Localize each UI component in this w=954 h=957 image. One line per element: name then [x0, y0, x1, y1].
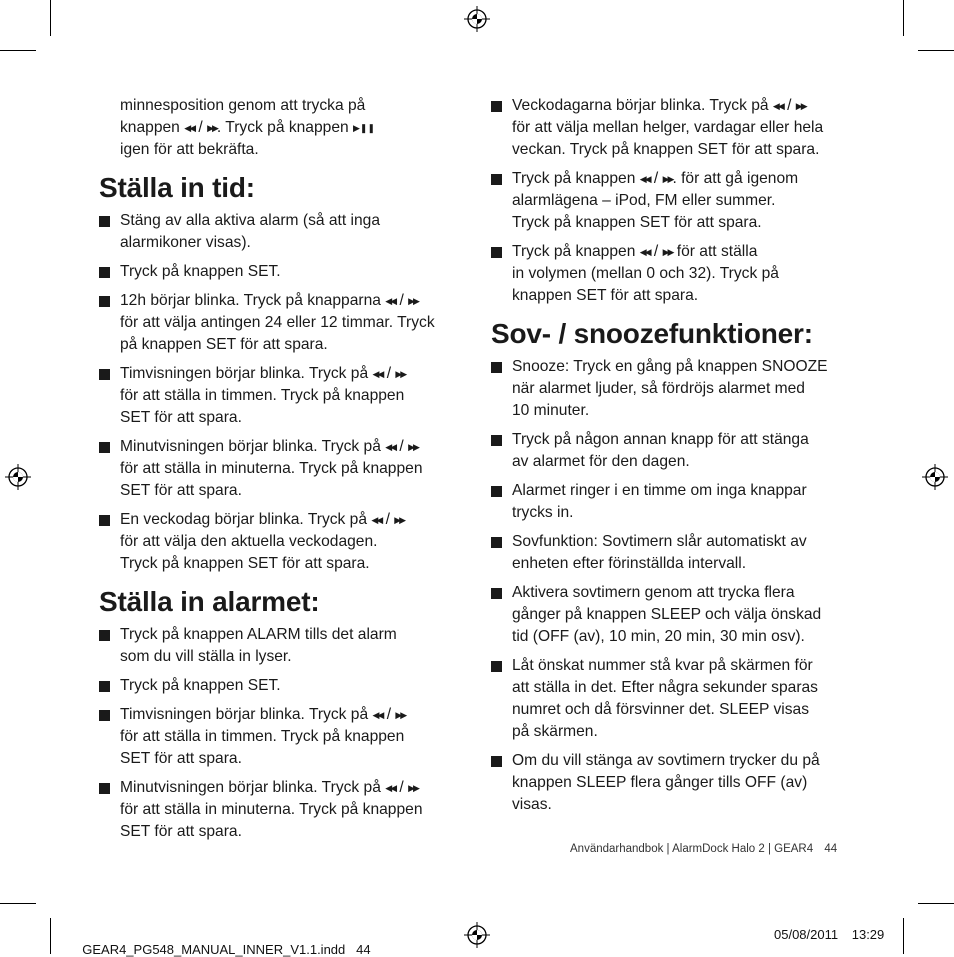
- slug-date: 05/08/2011: [774, 927, 839, 942]
- intro-line: igen för att bekräfta.: [120, 141, 259, 158]
- bullet-square: [491, 537, 502, 548]
- bullet-square: [99, 442, 110, 453]
- rewind-icon: ◀◀: [372, 369, 383, 379]
- item-text: Minutvisningen börjar blinka. Tryck på: [120, 779, 381, 796]
- page-footer: [570, 843, 837, 855]
- rewind-icon: ◀◀: [385, 442, 396, 452]
- rewind-icon: ◀◀: [385, 296, 396, 306]
- fast-forward-icon: ▶▶: [207, 123, 217, 133]
- bullet-square: [491, 435, 502, 446]
- list-item: [99, 509, 469, 575]
- bullet-square: [99, 681, 110, 692]
- item-text: alarmikoner visas).: [120, 234, 251, 251]
- registration-mark-icon: [4, 463, 32, 491]
- item-text: Tryck på knappen SET.: [120, 263, 281, 280]
- item-text: Om du vill stänga av sovtimern trycker du på: [512, 752, 820, 769]
- item-text: för att välja den aktuella veckodagen.: [120, 533, 378, 550]
- crop-mark-top-left: [50, 0, 51, 36]
- item-text: Timvisningen börjar blinka. Tryck på: [120, 706, 369, 723]
- bullet-square: [491, 661, 502, 672]
- fast-forward-icon: ▶▶: [662, 247, 673, 257]
- item-text: för att ställa in timmen. Tryck på knappen: [120, 387, 405, 404]
- item-text: Tryck på knappen SET för att spara.: [512, 214, 762, 231]
- section-heading-set-time: Ställa in tid:: [99, 172, 255, 203]
- item-text: . för att gå igenom: [672, 170, 799, 187]
- section-heading-snooze: Sov- / snoozefunktioner:: [491, 318, 813, 349]
- item-text: alarmlägena – iPod, FM eller summer.: [512, 192, 776, 209]
- fast-forward-icon: ▶▶: [395, 369, 406, 379]
- item-text: för att ställa: [672, 243, 758, 260]
- bullet-square: [99, 515, 110, 526]
- intro-paragraph: [99, 95, 469, 161]
- item-text: som du vill ställa in lyser.: [120, 648, 292, 665]
- item-text: Minutvisningen börjar blinka. Tryck på: [120, 438, 381, 455]
- fast-forward-icon: ▶▶: [395, 710, 406, 720]
- item-text: Snooze: Tryck en gång på knappen SNOOZE: [512, 358, 828, 375]
- list-item: [491, 531, 871, 575]
- print-slug-datetime: [774, 927, 884, 942]
- item-text: för att välja antingen 24 eller 12 timmar. Tryck: [120, 314, 435, 331]
- item-text: gånger på knappen SLEEP och välja önskad: [512, 606, 822, 623]
- rewind-icon: ◀◀: [772, 101, 783, 111]
- item-text: tid (OFF (av), 10 min, 20 min, 30 min osv).: [512, 628, 805, 645]
- item-text: trycks in.: [512, 504, 574, 521]
- list-item: [99, 624, 469, 668]
- item-text: Sovfunktion: Sovtimern slår automatiskt av: [512, 533, 807, 550]
- item-text: för att välja mellan helger, vardagar eller hela: [512, 119, 824, 136]
- bullet-square: [99, 296, 110, 307]
- slug-time: 13:29: [851, 927, 885, 942]
- rewind-icon: ◀◀: [639, 247, 650, 257]
- item-text: på knappen SET för att spara.: [120, 336, 328, 353]
- bullet-square: [491, 756, 502, 767]
- fast-forward-icon: ▶▶: [394, 515, 405, 525]
- list-item: [99, 704, 469, 770]
- item-text: Aktivera sovtimern genom att trycka flera: [512, 584, 795, 601]
- intro-line: knappen: [120, 119, 180, 136]
- list-item: [99, 210, 469, 254]
- right-column: [491, 95, 871, 823]
- item-text: Timvisningen börjar blinka. Tryck på: [120, 365, 369, 382]
- fast-forward-icon: ▶▶: [408, 296, 418, 306]
- crop-mark-bottom-left-h: [0, 903, 36, 904]
- rewind-icon: ◀◀: [184, 123, 195, 133]
- item-text: av alarmet för den dagen.: [512, 453, 690, 470]
- fast-forward-icon: ▶▶: [408, 442, 418, 452]
- fast-forward-icon: ▶▶: [795, 101, 806, 111]
- bullet-square: [491, 247, 502, 258]
- intro-slash: /: [198, 119, 203, 136]
- crop-mark-top-left-h: [0, 50, 36, 51]
- list-item: [99, 290, 469, 356]
- bullet-square: [99, 267, 110, 278]
- rewind-icon: ◀◀: [372, 710, 383, 720]
- item-slash: /: [653, 243, 659, 260]
- list-item: [99, 436, 469, 502]
- item-text: på skärmen.: [512, 723, 598, 740]
- item-text: för att ställa in minuterna. Tryck på knappen: [120, 801, 423, 818]
- list-item: [491, 480, 871, 524]
- play-pause-icon: ▶❚❚: [353, 123, 376, 133]
- item-slash: /: [399, 292, 404, 309]
- item-text: Tryck på knappen: [512, 170, 636, 187]
- rewind-icon: ◀◀: [639, 174, 650, 184]
- item-text: numret och då försvinner det. SLEEP visas: [512, 701, 810, 718]
- list-item: [99, 675, 469, 697]
- section-heading-set-alarm: Ställa in alarmet:: [99, 586, 320, 617]
- list-item: [491, 750, 871, 816]
- item-text: för att ställa in timmen. Tryck på knappen: [120, 728, 405, 745]
- crop-mark-bottom-right-h: [918, 903, 954, 904]
- item-text: Tryck på knappen SET.: [120, 677, 281, 694]
- item-text: enheten efter förinställda intervall.: [512, 555, 747, 572]
- item-text: att ställa in det. Efter några sekunder sparas: [512, 679, 818, 696]
- item-text: in volymen (mellan 0 och 32). Tryck på: [512, 265, 779, 282]
- item-text: Tryck på någon annan knapp för att stänga: [512, 431, 809, 448]
- item-text: Alarmet ringer i en timme om inga knappar: [512, 482, 807, 499]
- crop-mark-bottom-right: [903, 918, 904, 954]
- item-text: knappen SET för att spara.: [512, 287, 699, 304]
- item-text: 12h börjar blinka. Tryck på knapparna: [120, 292, 381, 309]
- item-text: när alarmet ljuder, så fördröjs alarmet med: [512, 380, 805, 397]
- item-slash: /: [399, 779, 404, 796]
- registration-mark-icon: [463, 5, 491, 33]
- item-slash: /: [653, 170, 659, 187]
- item-slash: /: [386, 365, 392, 382]
- list-item: [99, 363, 469, 429]
- item-slash: /: [399, 438, 404, 455]
- page-number: 44: [824, 843, 838, 855]
- bullet-square: [99, 783, 110, 794]
- rewind-icon: ◀◀: [371, 515, 382, 525]
- item-text: knappen SLEEP flera gånger tills OFF (av): [512, 774, 808, 791]
- footer-text: Användarhandbok | AlarmDock Halo 2 | GEAR4: [570, 843, 814, 855]
- intro-line: . Tryck på knappen: [216, 119, 349, 136]
- rewind-icon: ◀◀: [385, 783, 396, 793]
- item-slash: /: [787, 97, 792, 114]
- item-slash: /: [386, 706, 392, 723]
- left-column: [99, 95, 469, 850]
- bullet-square: [491, 362, 502, 373]
- item-text: Tryck på knappen SET för att spara.: [120, 555, 370, 572]
- bullet-square: [99, 216, 110, 227]
- registration-mark-icon: [921, 463, 949, 491]
- slug-filename: GEAR4_PG548_MANUAL_INNER_V1.1.indd 44: [82, 942, 371, 957]
- crop-mark-top-right: [903, 0, 904, 36]
- list-item: [491, 168, 871, 234]
- item-text: SET för att spara.: [120, 823, 242, 840]
- list-item: [491, 582, 871, 648]
- fast-forward-icon: ▶▶: [662, 174, 673, 184]
- list-item: [491, 655, 871, 743]
- list-item: [99, 777, 469, 843]
- item-text: Tryck på knappen: [512, 243, 636, 260]
- fast-forward-icon: ▶▶: [408, 783, 418, 793]
- item-text: visas.: [512, 796, 552, 813]
- item-text: 10 minuter.: [512, 402, 590, 419]
- item-text: för att ställa in minuterna. Tryck på knappen: [120, 460, 423, 477]
- item-text: En veckodag börjar blinka. Tryck på: [120, 511, 368, 528]
- item-slash: /: [385, 511, 390, 528]
- item-text: SET för att spara.: [120, 409, 242, 426]
- bullet-square: [99, 710, 110, 721]
- bullet-square: [491, 101, 502, 112]
- item-text: SET för att spara.: [120, 750, 242, 767]
- list-item: [99, 261, 469, 283]
- item-text: SET för att spara.: [120, 482, 242, 499]
- item-text: Stäng av alla aktiva alarm (så att inga: [120, 212, 381, 229]
- item-text: Låt önskat nummer stå kvar på skärmen för: [512, 657, 813, 674]
- item-text: Tryck på knappen ALARM tills det alarm: [120, 626, 397, 643]
- intro-line: minnesposition genom att trycka på: [120, 97, 366, 114]
- registration-mark-icon: [463, 921, 491, 949]
- crop-mark-bottom-left: [50, 918, 51, 954]
- list-item: [491, 95, 871, 161]
- list-item: [491, 241, 871, 307]
- list-item: [491, 429, 871, 473]
- bullet-square: [99, 630, 110, 641]
- item-text: Veckodagarna börjar blinka. Tryck på: [512, 97, 769, 114]
- bullet-square: [491, 486, 502, 497]
- bullet-square: [491, 174, 502, 185]
- list-item: [491, 356, 871, 422]
- crop-mark-top-right-h: [918, 50, 954, 51]
- print-slug-file: [75, 927, 371, 957]
- item-text: veckan. Tryck på knappen SET för att spara.: [512, 141, 820, 158]
- bullet-square: [99, 369, 110, 380]
- bullet-square: [491, 588, 502, 599]
